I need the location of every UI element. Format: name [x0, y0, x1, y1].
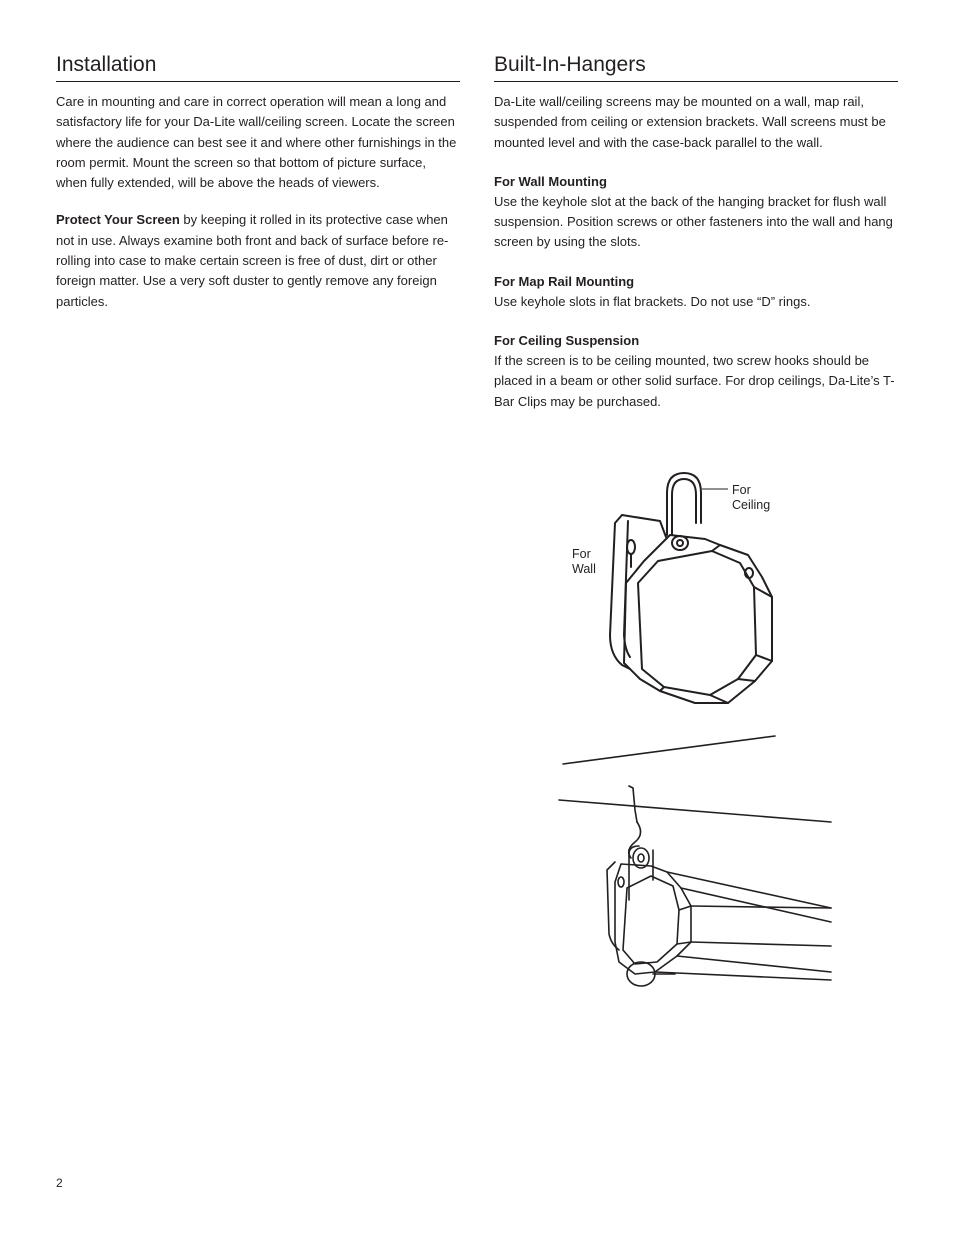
hangers-title: Built-In-Hangers [494, 52, 898, 82]
wall-mounting-heading: For Wall Mounting [494, 173, 607, 189]
protect-paragraph [56, 210, 460, 311]
ceiling-suspension-heading: For Ceiling Suspension [494, 333, 640, 349]
hangers-section [494, 52, 898, 412]
wall-mounting-text: Use the keyhole slot at the back of the hanging bracket for flush wall suspension. Position screws or other fasteners into the wall and hang screen by using the slots. [494, 193, 893, 250]
ceiling-hook-screen-icon [555, 730, 840, 990]
installation-title: Installation [56, 52, 460, 82]
ceiling-label [732, 483, 770, 513]
wall-label-line1: For [572, 547, 591, 561]
ceiling-pointer-line [700, 484, 730, 494]
ceiling-label-line2: Ceiling [732, 498, 771, 512]
hangers-intro: Da-Lite wall/ceiling screens may be mounted on a wall, map rail, suspended from ceiling or extension brackets. Wall screens must be mounted level and with the case-back parallel to the wall. [494, 94, 886, 150]
map-rail-text: Use keyhole slots in flat brackets. Do not use “D” rings. [494, 293, 811, 309]
ceiling-label-line1: For [732, 483, 751, 497]
protect-heading: Protect Your Screen [56, 212, 180, 228]
ceiling-suspension-text: If the screen is to be ceiling mounted, two screw hooks should be placed in a beam or other solid surface. For drop ceilings, Da-Lite’s T-Bar Clips may be purchased. [494, 353, 895, 409]
installation-paragraph: Care in mounting and care in correct operation will mean a long and satisfactory life for your Da-Lite wall/ceiling screen. Locate the screen where the audience can best see it and where other furnishings in the room permit. Mount the screen so that bottom of picture surface, when fully extended, will be above the heads of viewers. [56, 94, 457, 191]
protect-text: by keeping it rolled in its protective case when not in use. Always examine both front and back of surface before re-rolling into case to make certain screen is free of dust, dirt or other foreign matter. Use a very soft duster to gently remove any foreign particles. [56, 212, 449, 309]
installation-section [56, 52, 460, 312]
wall-label [572, 547, 596, 577]
page-number: 2 [56, 1176, 63, 1190]
wall-label-line2: Wall [572, 562, 596, 576]
ceiling-suspension-illustration [555, 730, 840, 990]
map-rail-heading: For Map Rail Mounting [494, 273, 635, 289]
